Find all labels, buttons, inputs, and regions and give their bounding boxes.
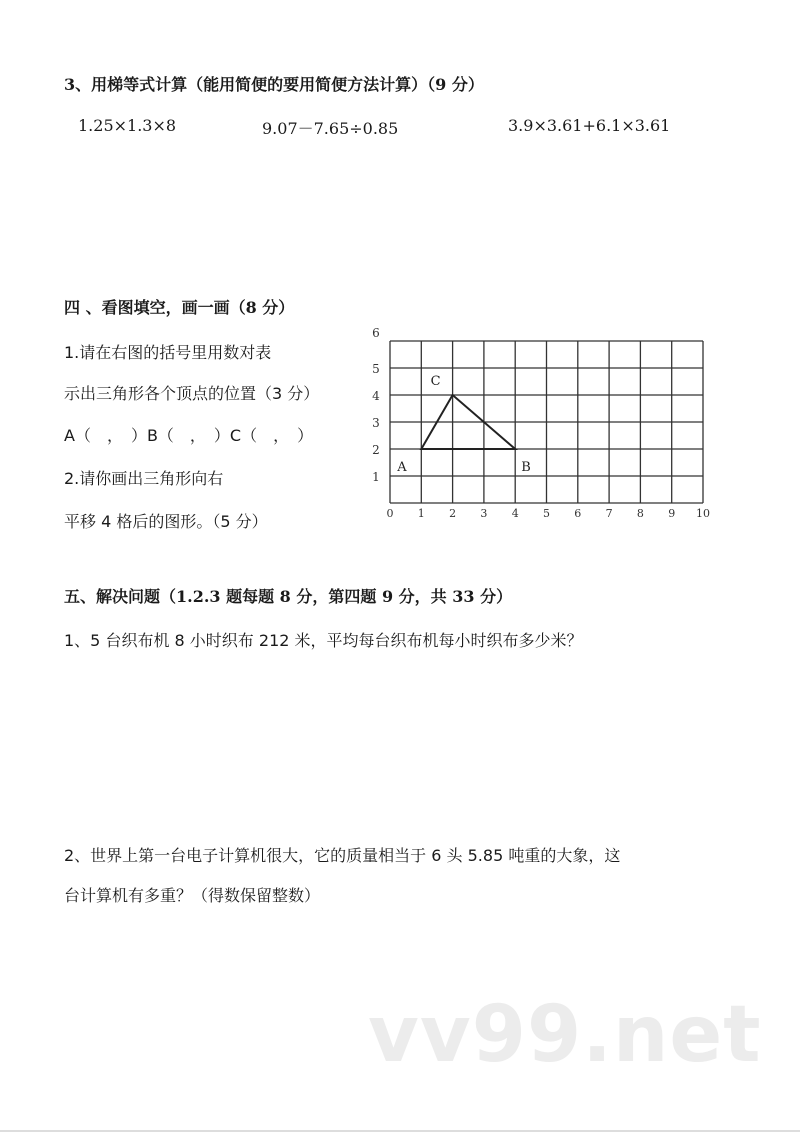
section4-line: 平移 4 格后的图形。（5 分）: [64, 512, 268, 531]
section4-line: 1.请在右图的括号里用数对表: [64, 343, 272, 362]
y-tick-label: 2: [372, 443, 380, 457]
y-tick-label: 1: [372, 470, 380, 484]
expression-1: 1.25×1.3×8: [78, 116, 177, 135]
section4-line: 示出三角形各个顶点的位置（3 分）: [64, 384, 320, 403]
y-tick-label: 4: [372, 389, 380, 403]
section4-line: A（ ， ）B（ ， ）C（ ， ）: [64, 426, 314, 445]
x-tick-label: 3: [480, 507, 488, 520]
y-tick-label: 5: [372, 362, 380, 376]
x-tick-label: 2: [449, 507, 457, 520]
coordinate-grid: [360, 320, 720, 530]
vertex-label-b: B: [521, 460, 531, 475]
x-tick-label: 10: [696, 507, 710, 520]
vertex-label-a: A: [397, 460, 407, 475]
y-tick-label: 3: [372, 416, 380, 430]
x-tick-label: 9: [668, 507, 676, 520]
page-bottom-border: [0, 1130, 800, 1132]
x-tick-label: 5: [543, 507, 550, 520]
x-tick-label: 6: [574, 507, 582, 520]
x-tick-label: 8: [636, 507, 644, 520]
section4-line: 2.请你画出三角形向右: [64, 469, 224, 488]
x-tick-label: 4: [511, 507, 519, 520]
watermark: vv99.net: [368, 990, 762, 1080]
y-tick-label: 6: [372, 326, 380, 340]
problem-2-line2: 台计算机有多重？（得数保留整数）: [64, 886, 321, 905]
section4-title: 四 、看图填空，画一画（8 分）: [64, 298, 295, 317]
x-tick-label: 0: [386, 507, 394, 520]
section5-title: 五、解决问题（1.2.3 题每题 8 分，第四题 9 分，共 33 分）: [64, 587, 513, 606]
expression-3: 3.9×3.61+6.1×3.61: [508, 116, 671, 135]
problem-1: 1、5 台织布机 8 小时织布 212 米，平均每台织布机每小时织布多少米？: [64, 631, 583, 650]
vertex-label-c: C: [430, 374, 441, 389]
q3-title: 3、用梯等式计算（能用简便的要用简便方法计算）（9 分）: [64, 75, 484, 94]
x-tick-label: 1: [417, 507, 425, 520]
x-tick-label: 7: [605, 507, 613, 520]
problem-2-line1: 2、世界上第一台电子计算机很大，它的质量相当于 6 头 5.85 吨重的大象，这: [64, 846, 621, 865]
expression-2: 9.07－7.65÷0.85: [262, 119, 399, 138]
